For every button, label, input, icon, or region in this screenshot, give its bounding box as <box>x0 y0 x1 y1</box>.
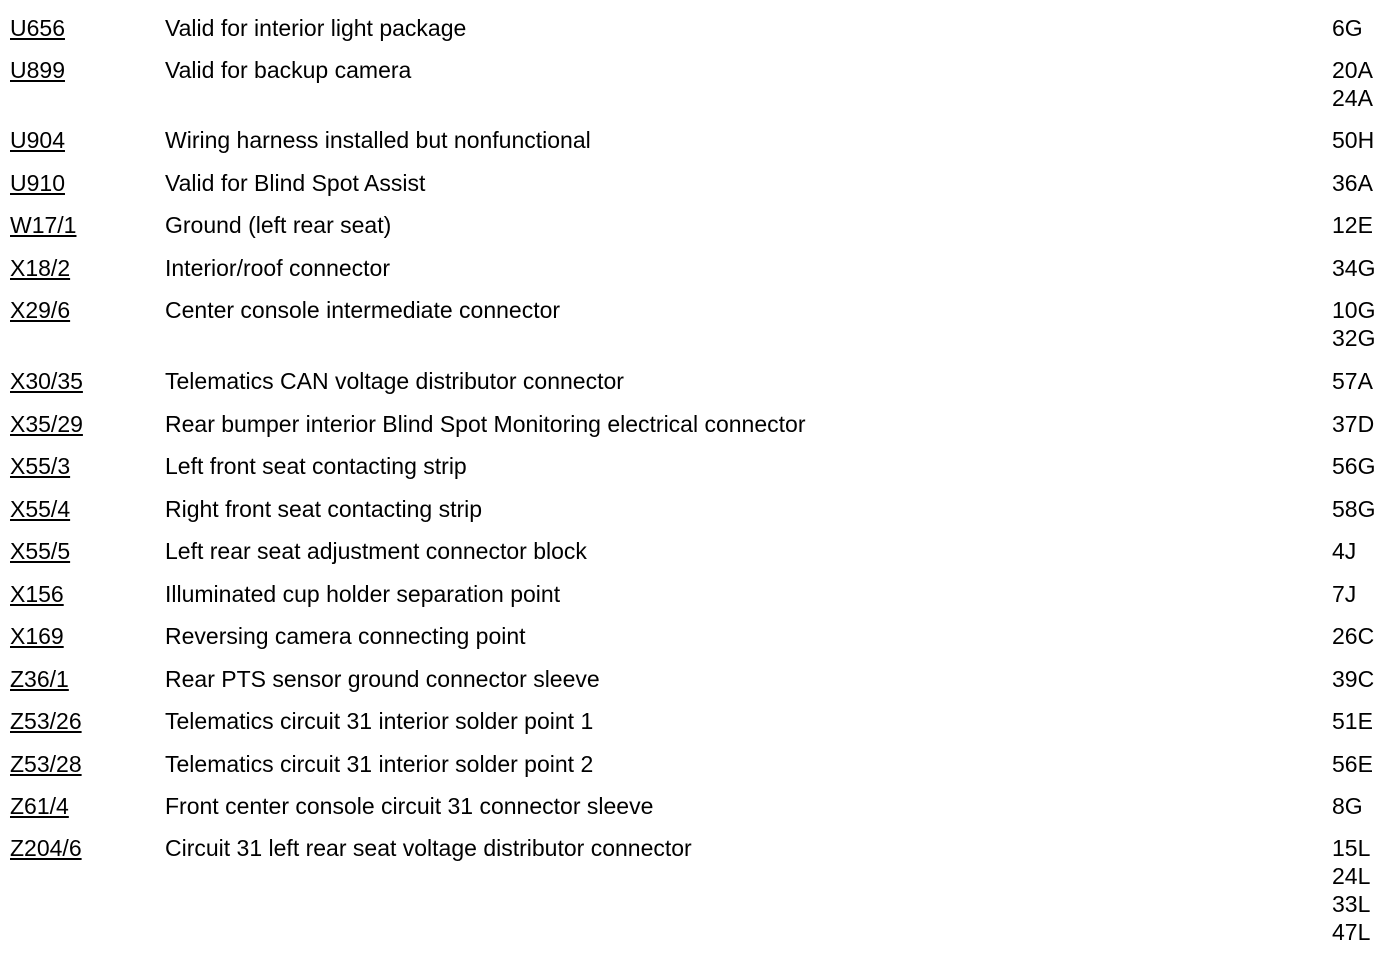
component-code-link[interactable]: X169 <box>10 623 64 649</box>
component-description: Valid for interior light package <box>165 15 467 41</box>
grid-location: 6G <box>1332 15 1363 41</box>
component-description: Interior/roof connector <box>165 255 391 281</box>
component-description: Wiring harness installed but nonfunctional <box>165 127 591 153</box>
grid-locations <box>1332 622 1388 650</box>
grid-location: 36A <box>1332 170 1373 196</box>
component-code-link[interactable]: Z61/4 <box>10 793 69 819</box>
component-description: Circuit 31 left rear seat voltage distributor connector <box>165 835 692 861</box>
component-description: Reversing camera connecting point <box>165 623 526 649</box>
component-code-link[interactable]: Z53/26 <box>10 708 82 734</box>
grid-location: 24A <box>1332 85 1373 111</box>
grid-location: 47L <box>1332 919 1371 945</box>
grid-locations <box>1332 169 1388 197</box>
component-code-link[interactable]: X29/6 <box>10 297 71 323</box>
component-description: Left front seat contacting strip <box>165 453 467 479</box>
component-code-link[interactable]: Z36/1 <box>10 666 69 692</box>
grid-location: 37D <box>1332 411 1375 437</box>
grid-location: 51E <box>1332 708 1373 734</box>
grid-locations <box>1332 580 1388 608</box>
component-code-link[interactable]: X55/5 <box>10 538 71 564</box>
grid-location: 12E <box>1332 212 1373 238</box>
grid-locations <box>1332 126 1388 154</box>
component-code-link[interactable]: X30/35 <box>10 368 83 394</box>
grid-location: 56G <box>1332 453 1376 479</box>
grid-locations <box>1332 792 1388 820</box>
grid-locations <box>1332 537 1388 565</box>
grid-location: 34G <box>1332 255 1376 281</box>
component-code-link[interactable]: U904 <box>10 127 65 153</box>
component-code-link[interactable]: U910 <box>10 170 65 196</box>
grid-location: 20A <box>1332 57 1373 83</box>
grid-locations <box>1332 495 1388 523</box>
component-description: Ground (left rear seat) <box>165 212 392 238</box>
grid-location: 32G <box>1332 325 1376 351</box>
component-description: Left rear seat adjustment connector block <box>165 538 587 564</box>
grid-locations <box>1332 211 1388 239</box>
grid-location: 7J <box>1332 581 1357 607</box>
grid-location: 10G <box>1332 297 1376 323</box>
component-code-link[interactable]: X35/29 <box>10 411 83 437</box>
grid-location: 4J <box>1332 538 1357 564</box>
component-description: Rear bumper interior Blind Spot Monitoring electrical connector <box>165 411 806 437</box>
component-code-link[interactable]: Z53/28 <box>10 751 82 777</box>
grid-location: 50H <box>1332 127 1375 153</box>
grid-location: 26C <box>1332 623 1375 649</box>
grid-locations <box>1332 707 1388 735</box>
grid-location: 57A <box>1332 368 1373 394</box>
component-description: Rear PTS sensor ground connector sleeve <box>165 666 600 692</box>
grid-locations <box>1332 750 1388 778</box>
grid-locations <box>1332 452 1388 480</box>
grid-location: 58G <box>1332 496 1376 522</box>
component-code-link[interactable]: X55/3 <box>10 453 71 479</box>
grid-locations <box>1332 296 1388 352</box>
component-code-link[interactable]: X18/2 <box>10 255 71 281</box>
component-code-link[interactable]: U656 <box>10 15 65 41</box>
component-description: Valid for Blind Spot Assist <box>165 170 426 196</box>
component-description: Center console intermediate connector <box>165 297 561 323</box>
grid-locations <box>1332 410 1388 438</box>
grid-location: 24L <box>1332 863 1371 889</box>
grid-location: 15L <box>1332 835 1371 861</box>
grid-locations <box>1332 56 1388 112</box>
grid-location: 8G <box>1332 793 1363 819</box>
component-description: Front center console circuit 31 connector sleeve <box>165 793 654 819</box>
grid-location: 56E <box>1332 751 1373 777</box>
grid-locations <box>1332 665 1388 693</box>
component-description: Telematics circuit 31 interior solder point 1 <box>165 708 594 734</box>
component-code-link[interactable]: X55/4 <box>10 496 71 522</box>
grid-locations <box>1332 834 1388 946</box>
grid-locations <box>1332 254 1388 282</box>
component-description: Valid for backup camera <box>165 57 412 83</box>
component-code-link[interactable]: X156 <box>10 581 64 607</box>
grid-location: 39C <box>1332 666 1375 692</box>
component-code-link[interactable]: U899 <box>10 57 65 83</box>
component-description: Telematics circuit 31 interior solder point 2 <box>165 751 594 777</box>
component-description: Illuminated cup holder separation point <box>165 581 561 607</box>
component-description: Right front seat contacting strip <box>165 496 483 522</box>
grid-locations <box>1332 367 1388 395</box>
grid-location: 33L <box>1332 891 1371 917</box>
component-code-link[interactable]: W17/1 <box>10 212 77 238</box>
component-code-link[interactable]: Z204/6 <box>10 835 82 861</box>
component-description: Telematics CAN voltage distributor connector <box>165 368 624 394</box>
grid-locations <box>1332 14 1388 42</box>
